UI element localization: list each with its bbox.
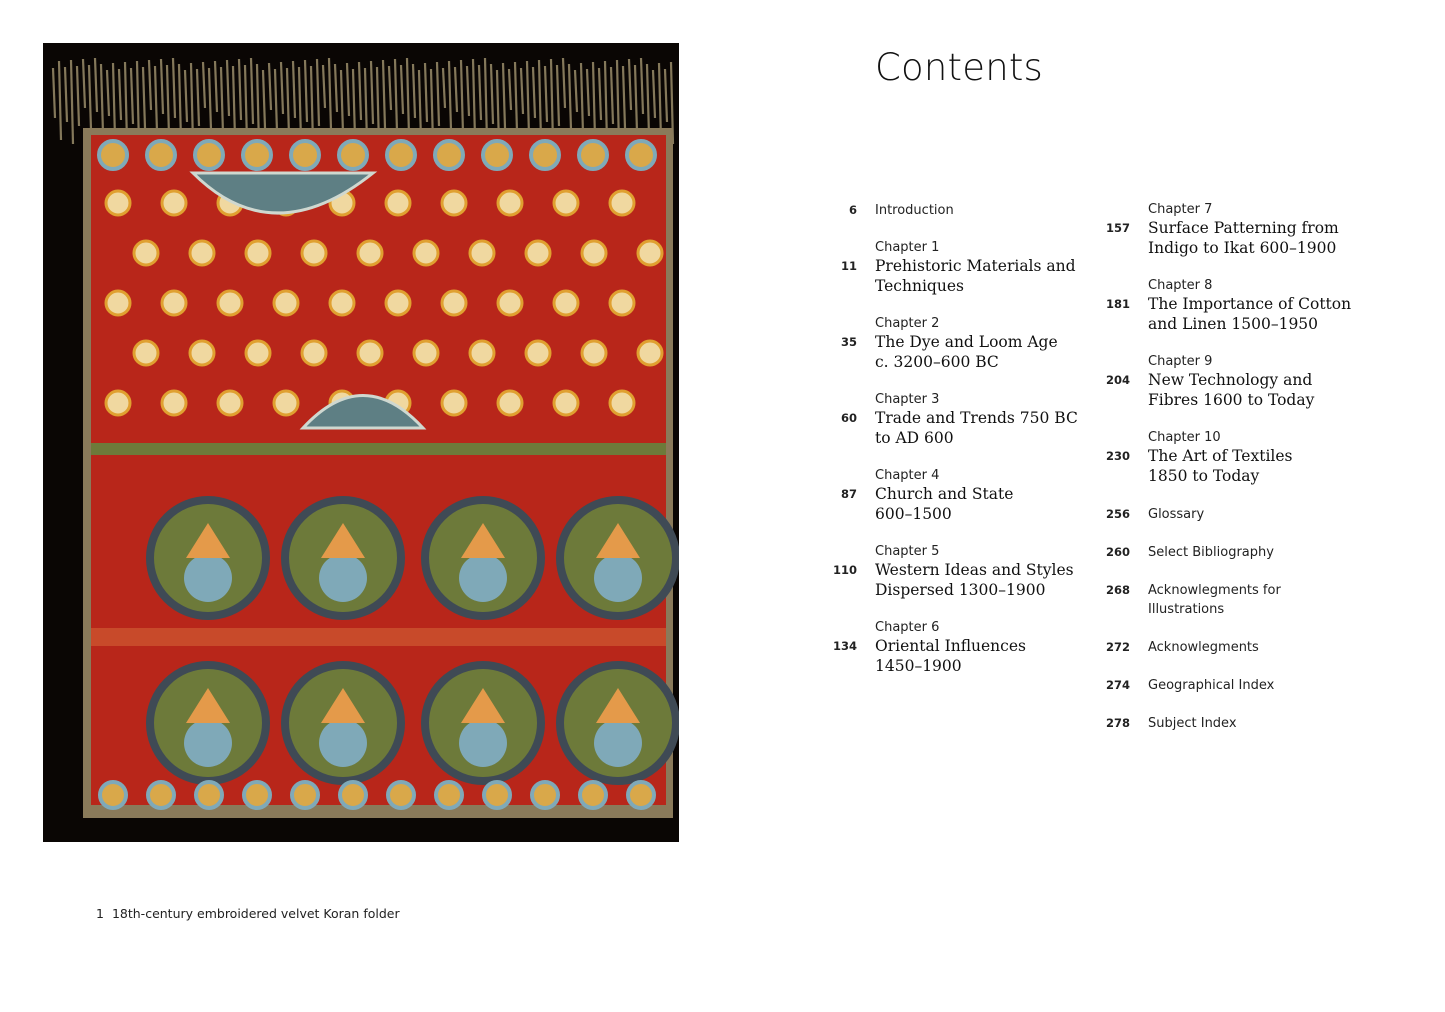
- border-rosette: [387, 141, 415, 169]
- toc-entry: [820, 391, 1080, 448]
- border-rosette: [292, 782, 318, 808]
- carnation-motif: [526, 241, 550, 265]
- medallion-center: [594, 554, 642, 602]
- toc-entry: [820, 619, 1080, 676]
- toc-page-number: 60: [840, 411, 857, 425]
- carnation-motif: [498, 191, 522, 215]
- border-rosette: [244, 782, 270, 808]
- medallion-center: [459, 719, 507, 767]
- border-rosette: [580, 782, 606, 808]
- border-rosette: [483, 141, 511, 169]
- toc-page-number: 87: [840, 487, 857, 501]
- carnation-motif: [554, 191, 578, 215]
- toc-section-title: Acknowlegments for Illustrations: [1148, 583, 1281, 617]
- carnation-motif: [162, 291, 186, 315]
- carnation-motif: [498, 291, 522, 315]
- toc-chapter-title: The Art of Textiles 1850 to Today: [1148, 447, 1293, 485]
- carnation-motif: [526, 341, 550, 365]
- toc-page-number: 6: [848, 203, 857, 217]
- toc-page-number: 272: [1105, 640, 1130, 654]
- toc-page-number: 157: [1105, 221, 1130, 235]
- band-divider: [91, 628, 666, 646]
- toc-column-right: [1093, 201, 1383, 752]
- carnation-motif: [246, 341, 270, 365]
- toc-chapter-label: Chapter 8: [1148, 278, 1213, 293]
- band-divider: [91, 443, 666, 455]
- toc-entry: [1093, 676, 1383, 695]
- border-rosette: [340, 782, 366, 808]
- koran-folder-image: [43, 43, 679, 842]
- carnation-motif: [442, 191, 466, 215]
- border-rosette: [532, 782, 558, 808]
- carnation-motif: [218, 291, 242, 315]
- toc-chapter-label: Chapter 5: [875, 544, 940, 559]
- toc-page-number: 256: [1105, 507, 1130, 521]
- medallion-center: [459, 554, 507, 602]
- toc-chapter-label: Chapter 1: [875, 240, 940, 255]
- carnation-motif: [246, 241, 270, 265]
- carnation-motif: [442, 291, 466, 315]
- border-rosette: [627, 141, 655, 169]
- caption-text: 18th-century embroidered velvet Koran folder: [111, 906, 400, 921]
- toc-section-title: Subject Index: [1148, 716, 1237, 731]
- border-rosette: [339, 141, 367, 169]
- caption-number: 1: [96, 906, 104, 921]
- carnation-motif: [162, 391, 186, 415]
- border-rosette: [579, 141, 607, 169]
- carnation-motif: [610, 291, 634, 315]
- carnation-motif: [274, 391, 298, 415]
- toc-chapter-title: Oriental Influences 1450–1900: [875, 637, 1026, 675]
- border-rosette: [436, 782, 462, 808]
- medallion-center: [319, 719, 367, 767]
- toc-chapter-title: New Technology and Fibres 1600 to Today: [1148, 371, 1315, 409]
- toc-chapter-title: Church and State 600–1500: [875, 485, 1014, 523]
- carnation-motif: [134, 341, 158, 365]
- toc-entry: [820, 239, 1080, 296]
- toc-chapter-label: Chapter 9: [1148, 354, 1213, 369]
- toc-column-left: [820, 201, 1080, 695]
- carnation-motif: [330, 291, 354, 315]
- carnation-motif: [638, 241, 662, 265]
- medallion-center: [319, 554, 367, 602]
- toc-page-number: 260: [1105, 545, 1130, 559]
- carnation-motif: [106, 291, 130, 315]
- toc-chapter-label: Chapter 6: [875, 620, 940, 635]
- toc-chapter-title: Trade and Trends 750 BC to AD 600: [875, 409, 1078, 447]
- toc-chapter-label: Chapter 4: [875, 468, 940, 483]
- toc-section-title: Acknowlegments: [1148, 640, 1259, 655]
- carnation-motif: [190, 241, 214, 265]
- toc-entry: [1093, 429, 1383, 486]
- carnation-motif: [554, 391, 578, 415]
- toc-chapter-title: The Importance of Cotton and Linen 1500–1950: [1148, 295, 1352, 333]
- toc-entry: [1093, 505, 1383, 524]
- toc-page-number: 278: [1105, 716, 1130, 730]
- carnation-motif: [302, 241, 326, 265]
- toc-page-number: 134: [832, 639, 857, 653]
- carnation-motif: [386, 291, 410, 315]
- carnation-motif: [106, 391, 130, 415]
- carnation-motif: [414, 341, 438, 365]
- toc-chapter-label: Chapter 7: [1148, 202, 1213, 217]
- carnation-motif: [414, 241, 438, 265]
- toc-entry: [820, 467, 1080, 524]
- toc-entry: [1093, 543, 1383, 562]
- carnation-motif: [582, 341, 606, 365]
- toc-entry: [820, 543, 1080, 600]
- carnation-motif: [302, 341, 326, 365]
- toc-page-number: 268: [1105, 583, 1130, 597]
- border-rosette: [99, 141, 127, 169]
- medallion-center: [594, 719, 642, 767]
- medallion-center: [184, 719, 232, 767]
- toc-chapter-title: Prehistoric Materials and Techniques: [875, 257, 1076, 295]
- carnation-motif: [190, 341, 214, 365]
- border-rosette: [195, 141, 223, 169]
- toc-entry: [1093, 353, 1383, 410]
- toc-page-number: 204: [1105, 373, 1130, 387]
- carnation-motif: [106, 191, 130, 215]
- toc-entry: [1093, 638, 1383, 657]
- toc-chapter-label: Chapter 3: [875, 392, 940, 407]
- border-rosette: [196, 782, 222, 808]
- medallion-center: [184, 554, 232, 602]
- figure-caption: [96, 906, 400, 921]
- border-rosette: [243, 141, 271, 169]
- toc-page-number: 35: [840, 335, 857, 349]
- toc-entry: [1093, 201, 1383, 258]
- carnation-motif: [638, 341, 662, 365]
- border-rosette: [291, 141, 319, 169]
- carnation-motif: [610, 191, 634, 215]
- carnation-motif: [470, 341, 494, 365]
- toc-chapter-label: Chapter 10: [1148, 430, 1221, 445]
- carnation-motif: [162, 191, 186, 215]
- page-title: Contents: [875, 46, 1044, 89]
- carnation-motif: [358, 341, 382, 365]
- toc-page-number: 274: [1105, 678, 1130, 692]
- carnation-motif: [610, 391, 634, 415]
- carnation-motif: [218, 391, 242, 415]
- carnation-motif: [498, 391, 522, 415]
- toc-section-title: Glossary: [1148, 507, 1205, 522]
- border-rosette: [531, 141, 559, 169]
- toc-chapter-title: Western Ideas and Styles Dispersed 1300–1900: [875, 561, 1074, 599]
- toc-entry: [1093, 714, 1383, 733]
- carnation-motif: [386, 191, 410, 215]
- toc-entry: [1093, 277, 1383, 334]
- border-rosette: [435, 141, 463, 169]
- toc-page-number: 110: [832, 563, 857, 577]
- border-rosette: [388, 782, 414, 808]
- toc-page-number: 181: [1105, 297, 1130, 311]
- border-rosette: [628, 782, 654, 808]
- toc-chapter-label: Chapter 2: [875, 316, 940, 331]
- carnation-motif: [358, 241, 382, 265]
- toc-page-number: 230: [1105, 449, 1130, 463]
- toc-section-title: Select Bibliography: [1148, 545, 1274, 560]
- border-rosette: [100, 782, 126, 808]
- toc-entry: [1093, 581, 1383, 619]
- border-rosette: [484, 782, 510, 808]
- carnation-motif: [554, 291, 578, 315]
- textile-photograph: [43, 43, 679, 842]
- toc-chapter-title: The Dye and Loom Age c. 3200–600 BC: [875, 333, 1058, 371]
- toc-section-title: Introduction: [875, 203, 954, 218]
- carnation-motif: [442, 391, 466, 415]
- carnation-motif: [134, 241, 158, 265]
- toc-page-number: 11: [840, 259, 857, 273]
- border-rosette: [147, 141, 175, 169]
- toc-entry: [820, 315, 1080, 372]
- toc-chapter-title: Surface Patterning from Indigo to Ikat 600–1900: [1148, 219, 1339, 257]
- toc-section-title: Geographical Index: [1148, 678, 1275, 693]
- toc-entry: [820, 201, 1080, 220]
- carnation-motif: [470, 241, 494, 265]
- border-rosette: [148, 782, 174, 808]
- carnation-motif: [274, 291, 298, 315]
- carnation-motif: [582, 241, 606, 265]
